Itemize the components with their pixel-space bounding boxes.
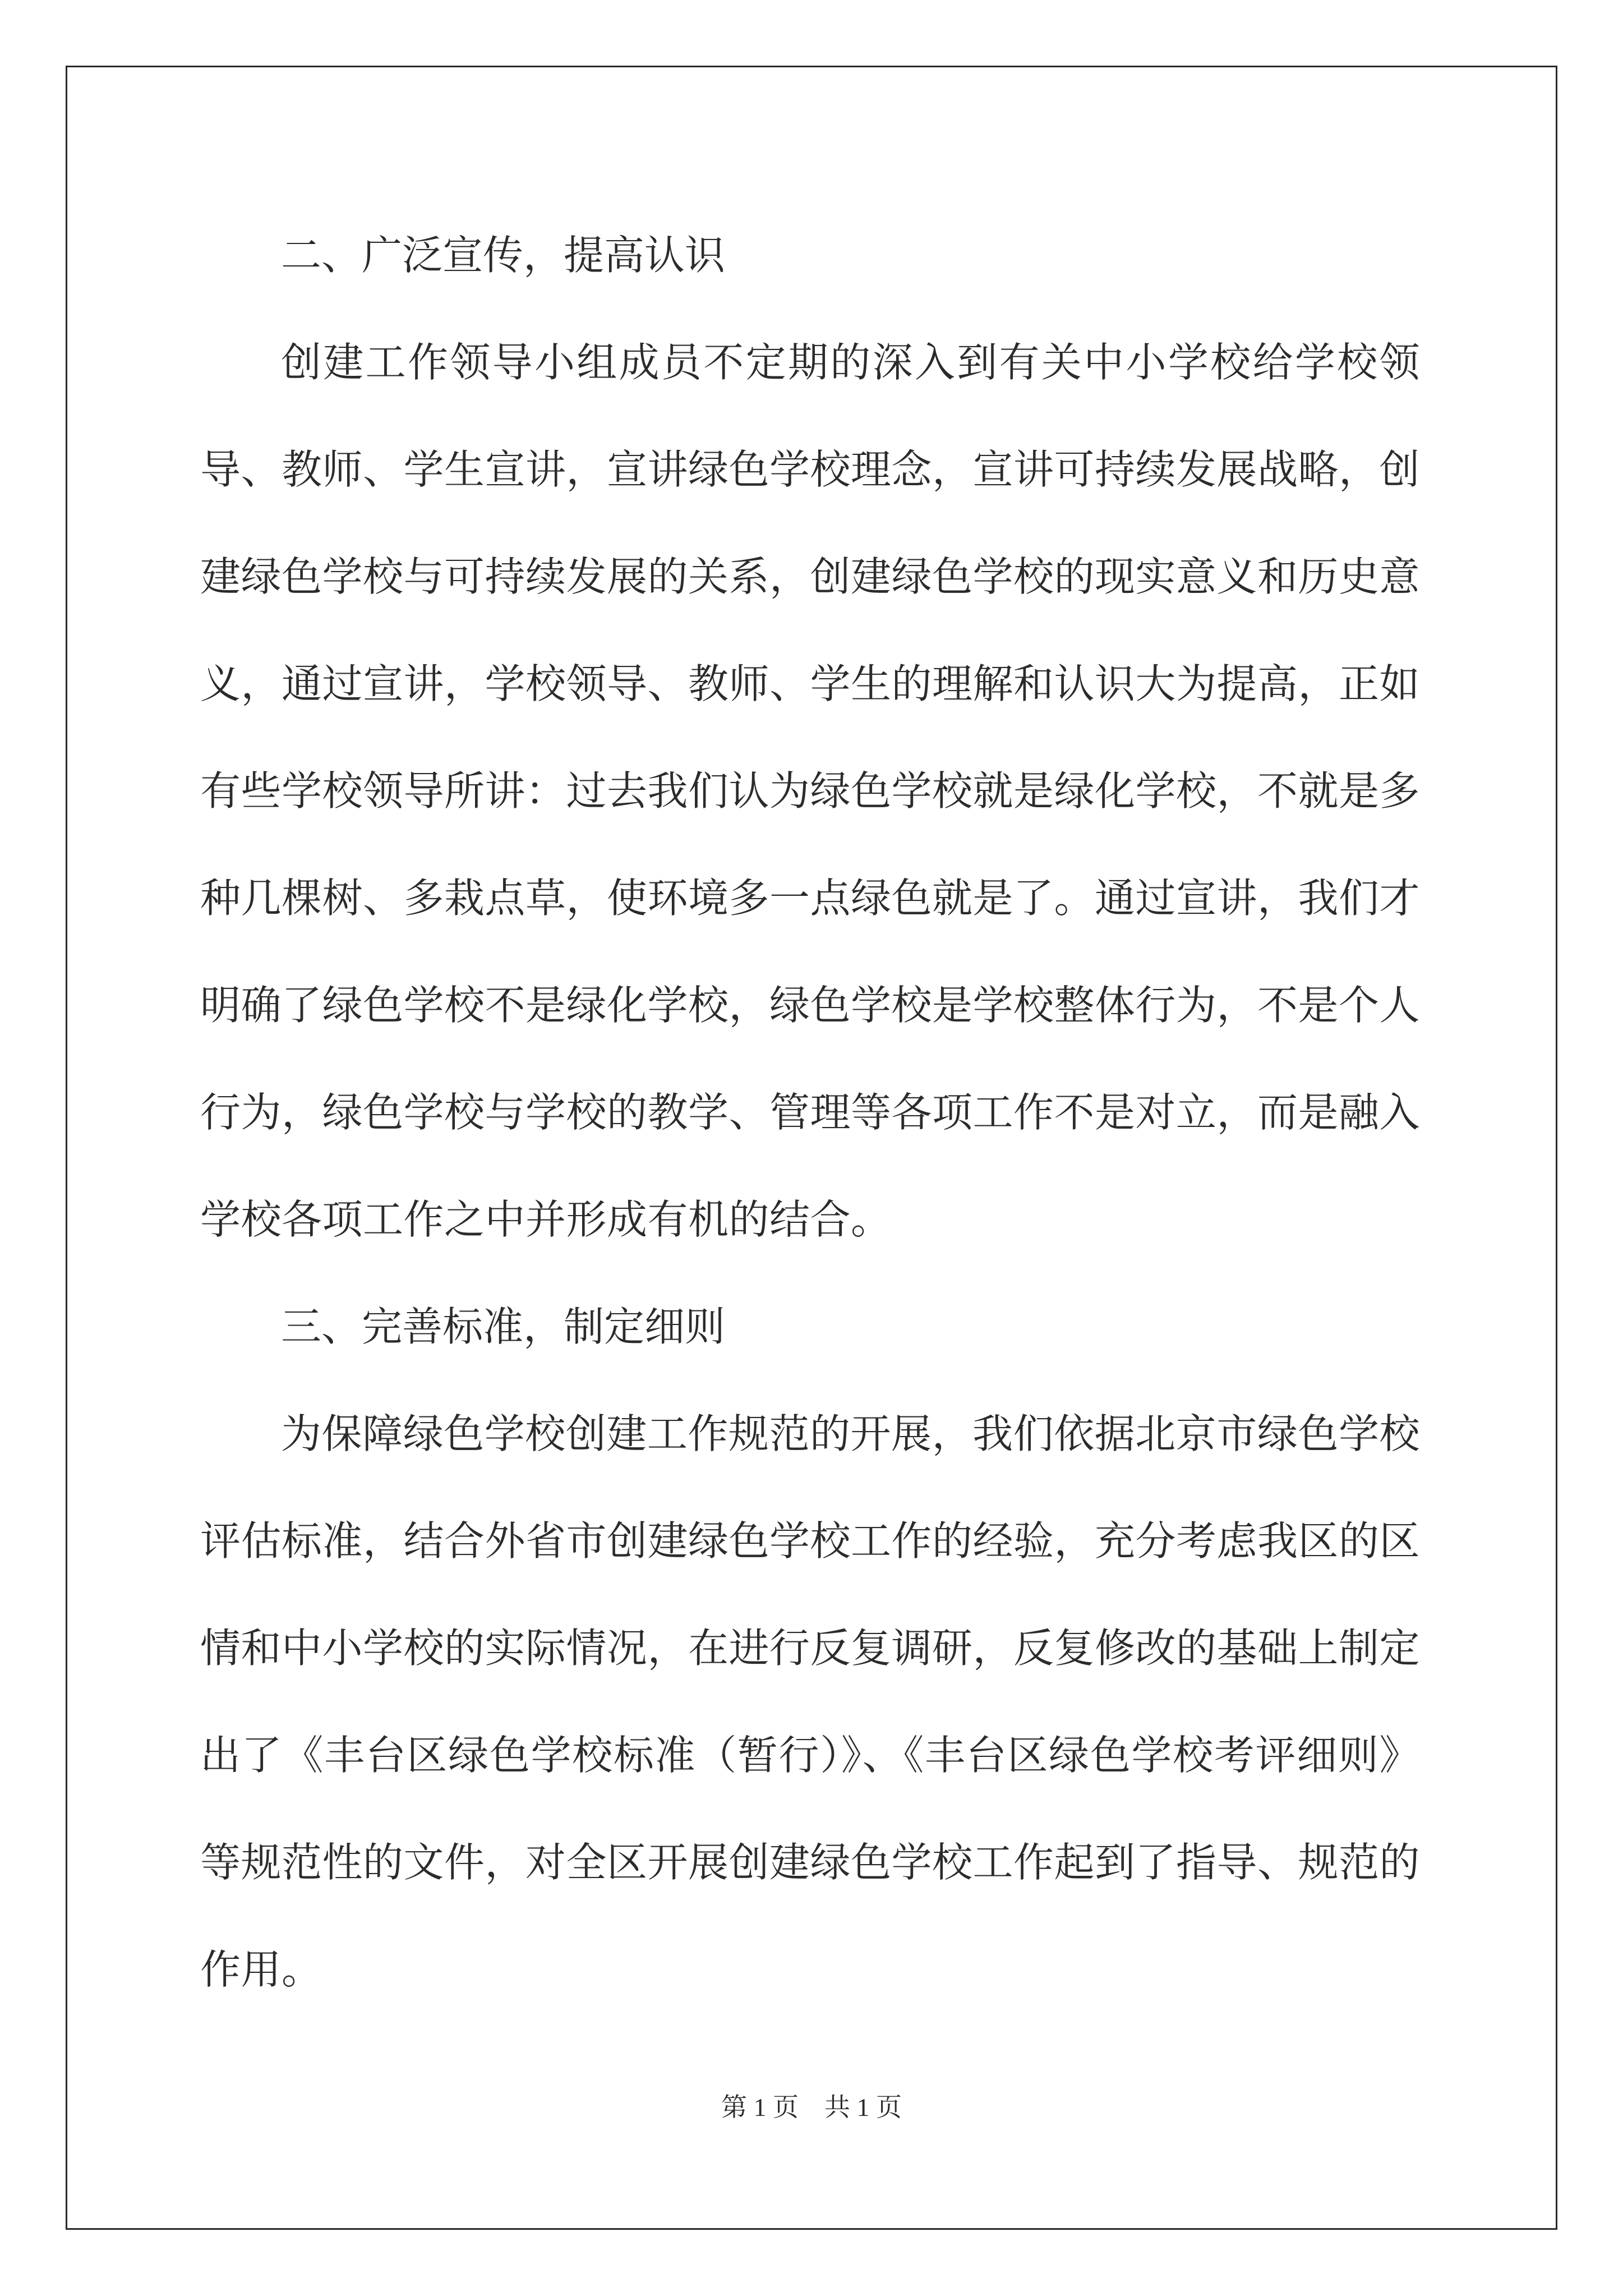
section-paragraph-standards: 为保障绿色学校创建工作规范的开展，我们依据北京市绿色学校评估标准，结合外省市创建绿色学校工作的经验，充分考虑我区的区情和中小学校的实际情况，在进行反复调研，反复修改的基础上制定出了《丰台区绿色学校标准（暂行）》、《丰台区绿色学校考评细则》等规范性的文件，对全区开展创建绿色学校工作起到了指导、规范的作用。 (200, 1410, 1421, 1993)
section-heading-standards: 三、完善标准，制定细则 (281, 1303, 726, 1350)
section-heading-publicity: 二、广泛宣传，提高认识 (281, 232, 726, 279)
page-footer: 第 1 页 共 1 页 (721, 2093, 902, 2122)
section-paragraph-publicity: 创建工作领导小组成员不定期的深入到有关中小学校给学校领导、教师、学生宣讲，宣讲绿色学校理念，宣讲可持续发展战略，创建绿色学校与可持续发展的关系，创建绿色学校的现实意义和历史意义，通过宣讲，学校领导、教师、学生的理解和认识大为提高，正如有些学校领导所讲：过去我们认为绿色学校就是绿化学校，不就是多种几棵树、多栽点草，使环境多一点绿色就是了。通过宣讲，我们才明确了绿色学校不是绿化学校，绿色学校是学校整体行为，不是个人行为，绿色学校与学校的教学、管理等各项工作不是对立，而是融入学校各项工作之中并形成有机的结合。 (200, 339, 1421, 1243)
document-body (200, 202, 1420, 2023)
